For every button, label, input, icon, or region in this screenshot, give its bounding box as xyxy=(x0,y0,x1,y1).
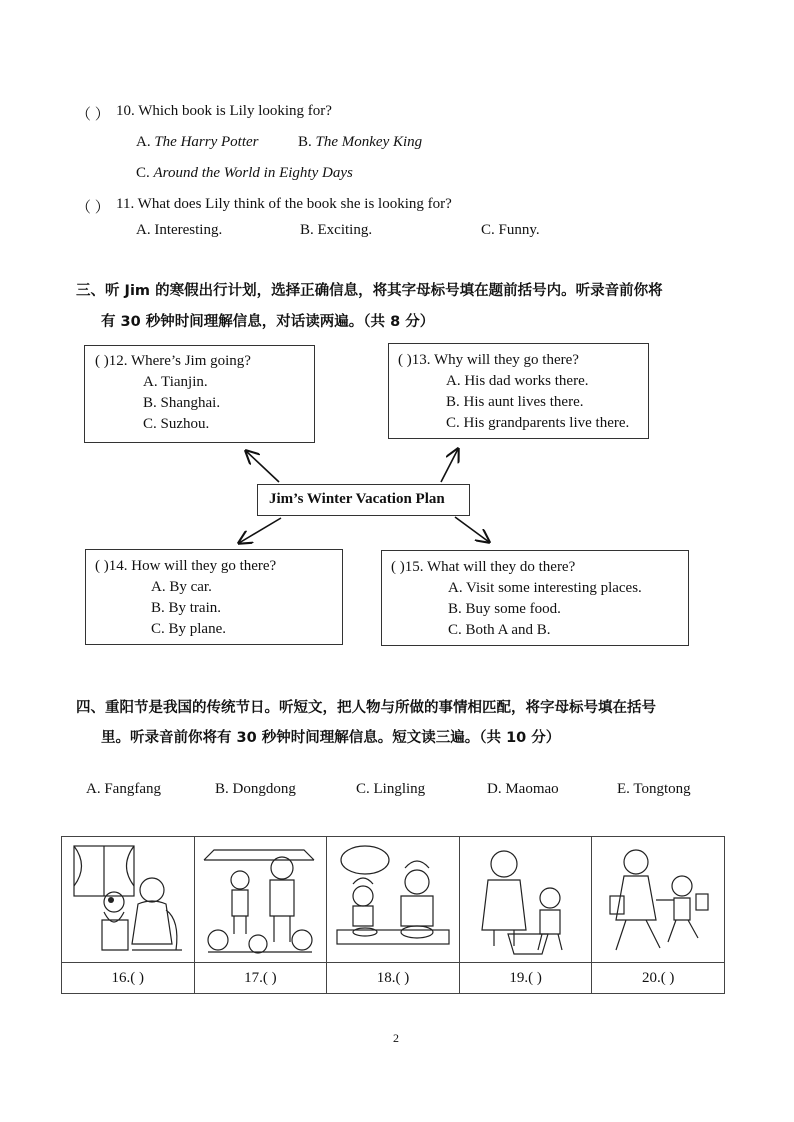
q10-option-b: B. The Monkey King xyxy=(298,134,423,150)
section-4-title-line1: 四、重阳节是我国的传统节日。听短文，把人物与所做的事情相匹配，将字母标号填在括号 xyxy=(76,700,656,716)
page-number: 2 xyxy=(393,1031,399,1045)
q13-option-b: B. His aunt lives there. xyxy=(446,394,584,410)
q13-option-a: A. His dad works there. xyxy=(446,373,589,389)
answer-16[interactable]: 16.( ) xyxy=(62,963,195,994)
q10-option-c: C. Around the World in Eighty Days xyxy=(136,165,353,181)
name-option-b: B. Dongdong xyxy=(215,781,296,797)
q10-option-a: A. The Harry Potter xyxy=(136,134,259,150)
q11-option-b: B. Exciting. xyxy=(300,222,373,238)
q11-option-c: C. Funny. xyxy=(481,222,540,238)
shopping-with-grandma-picture xyxy=(596,840,720,960)
q12-option-a: A. Tianjin. xyxy=(143,374,208,390)
picture-17 xyxy=(194,837,327,963)
section-4-title-line2: 里。听录音前你将有 30 秒钟时间理解信息。短文读三遍。（共 10 分） xyxy=(101,730,561,746)
girl-with-grandma-picture xyxy=(66,840,190,960)
children-cooking-picture xyxy=(331,840,455,960)
q13-option-c: C. His grandparents live there. xyxy=(446,415,630,431)
section-3-title-line1: 三、听 Jim 的寒假出行计划，选择正确信息，将其字母标号填在题前括号内。听录音前你将 xyxy=(76,283,663,299)
q12-option-c: C. Suzhou. xyxy=(143,416,210,432)
plan-center-label: Jim’s Winter Vacation Plan xyxy=(269,491,445,507)
arrow-to-q15 xyxy=(455,517,489,542)
section-3-title-line2: 有 30 秒钟时间理解信息，对话读两遍。（共 8 分） xyxy=(101,314,435,330)
picture-16 xyxy=(62,837,195,963)
q15-stem: ( )15. What will they do there? xyxy=(391,559,576,575)
q14-option-c: C. By plane. xyxy=(151,621,226,637)
q12-option-b: B. Shanghai. xyxy=(143,395,221,411)
q14-option-a: A. By car. xyxy=(151,579,212,595)
picture-18 xyxy=(327,837,460,963)
q11-option-a: A. Interesting. xyxy=(136,222,223,238)
answer-20[interactable]: 20.( ) xyxy=(592,963,725,994)
name-option-e: E. Tongtong xyxy=(617,781,691,797)
q15-option-c: C. Both A and B. xyxy=(448,622,551,638)
q12-stem: ( )12. Where’s Jim going? xyxy=(95,353,251,369)
picture-table xyxy=(61,836,725,994)
picture-20 xyxy=(592,837,725,963)
q14-option-b: B. By train. xyxy=(151,600,221,616)
answer-18[interactable]: 18.( ) xyxy=(327,963,460,994)
q13-stem: ( )13. Why will they go there? xyxy=(398,352,579,368)
q10-paren: （ ） xyxy=(76,107,110,123)
q14-stem: ( )14. How will they go there? xyxy=(95,558,277,574)
arrow-to-q14 xyxy=(239,518,281,543)
boy-with-grandpa-garden-picture xyxy=(198,840,322,960)
q15-option-a: A. Visit some interesting places. xyxy=(448,580,642,596)
name-option-c: C. Lingling xyxy=(356,781,426,797)
washing-grandma-feet-picture xyxy=(464,840,588,960)
answer-19[interactable]: 19.( ) xyxy=(459,963,592,994)
q10-stem: 10. Which book is Lily looking for? xyxy=(116,103,332,119)
answer-17[interactable]: 17.( ) xyxy=(194,963,327,994)
picture-19 xyxy=(459,837,592,963)
name-option-d: D. Maomao xyxy=(487,781,559,797)
q15-option-b: B. Buy some food. xyxy=(448,601,561,617)
arrow-to-q13 xyxy=(441,449,458,482)
q11-stem: 11. What does Lily think of the book she is looking for? xyxy=(116,196,452,212)
arrow-to-q12 xyxy=(246,451,279,482)
q11-paren: （ ） xyxy=(76,200,110,216)
name-option-a: A. Fangfang xyxy=(86,781,161,797)
